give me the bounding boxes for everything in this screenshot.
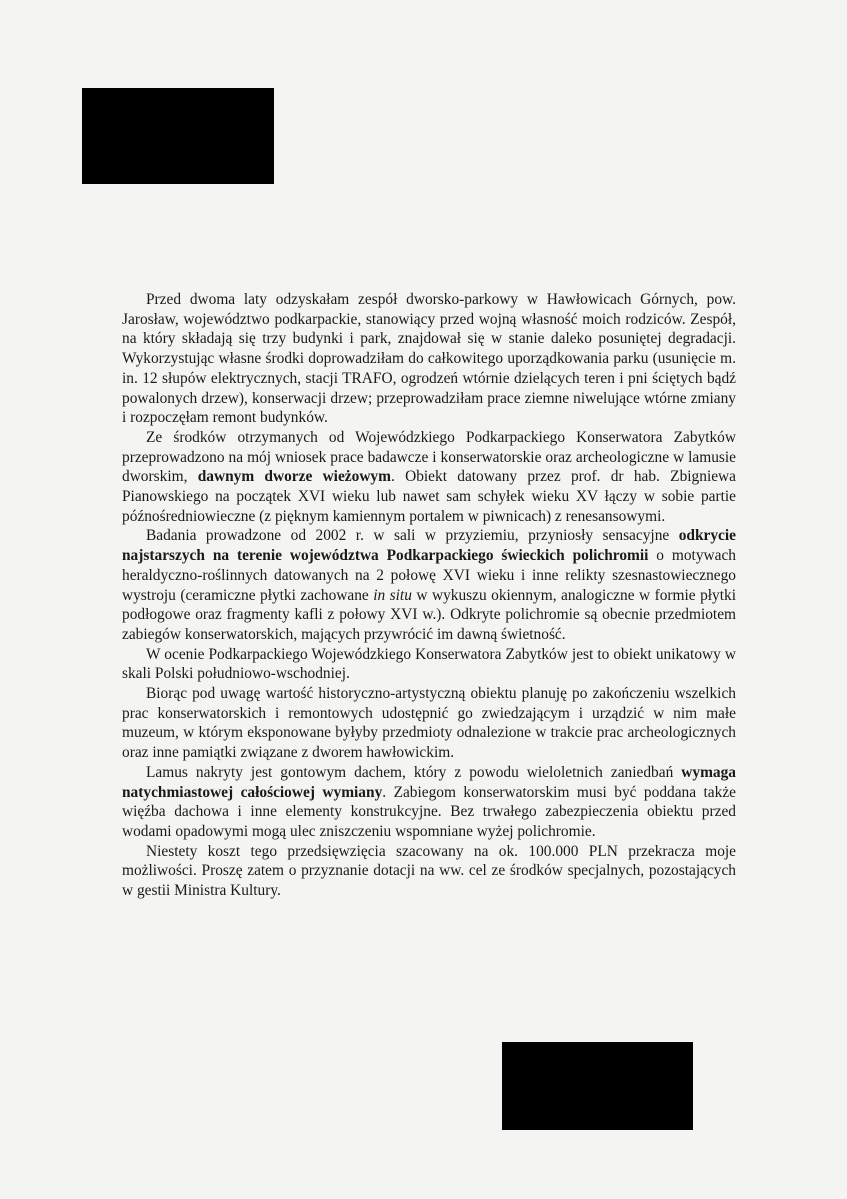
letter-body	[122, 290, 736, 901]
redacted-block-signature	[502, 1042, 693, 1130]
paragraph-text: . Zabiegom konserwatorskim musi być poddana także więźba dachowa i inne elementy konstrukcyjne. Bez trwałego zabezpieczenia obiektu przed wodami opadowymi mogą ulec zniszczeniu wspomniane wyżej polichromie.	[122, 783, 736, 840]
paragraph-text: Biorąc pod uwagę wartość historyczno-artystyczną obiektu planuję po zakończeniu wszelkich prac konserwatorskich i remontowych udostępnić go zwiedzającym i urządzić w nim małe muzeum, w którym eksponowane byłyby przedmioty odnalezione w trakcie prac archeologicznych oraz inne pamiątki związane z dworem hawłowickim.	[122, 685, 736, 762]
paragraph-text: Przed dwoma laty odzyskałam zespół dworsko-parkowy w Hawłowicach Górnych, pow. Jarosław, województwo podkarpackie, stanowiący przed wojną własność moich rodziców. Zespół, na który składają się trzy budynki i park, znajdował się w stanie daleko posuniętej degradacji. Wykorzystując własne środki doprowadziłam do całkowitego uporządkowania parku (usunięcie m. in. 12 słupów elektrycznych, stacji TRAFO, ogrodzeń wtórnie dzielących teren i pni ściętych bądź powalonych drzew), konserwacji drzew; przeprowadziłam prace ziemne niwelujące wtórne zmiany i rozpoczęłam remont budynków.	[122, 291, 736, 427]
paragraph-text: w wykuszu okiennym, analogiczne w formie płytki podłogowe oraz fragmenty kafli z połowy XVI w.). Odkryte polichromie są obecnie przedmiotem zabiegów konserwatorskich, mających przywrócić im dawną świetność.	[122, 586, 736, 643]
body-paragraph	[122, 842, 736, 901]
body-paragraph	[122, 526, 736, 644]
paragraph-text: . Obiekt datowany przez prof. dr hab. Zbigniewa Pianowskiego na początek XVI wieku lub nawet sam schyłek wieku XV łączy w sobie partie późnośredniowieczne (z pięknym kamiennym portalem w piwnicach) z renesansowymi.	[122, 468, 736, 525]
body-paragraph	[122, 763, 736, 842]
emphasis-text: odkrycie najstarszych na terenie województwa Podkarpackiego świeckich polichromii	[122, 527, 736, 565]
paragraph-text: W ocenie Podkarpackiego Wojewódzkiego Konserwatora Zabytków jest to obiekt unikatowy w skali Polski południowo-wschodniej.	[122, 645, 736, 683]
emphasis-text: dawnym dworze wieżowym	[197, 468, 391, 486]
paragraph-text: Badania prowadzone od 2002 r. w sali w przyziemiu, przyniosły sensacyjne	[146, 527, 679, 545]
body-paragraph	[122, 428, 736, 527]
body-paragraph	[122, 290, 736, 428]
paragraph-text: Niestety koszt tego przedsięwzięcia szacowany na ok. 100.000 PLN przekracza moje możliwości. Proszę zatem o przyznanie dotacji na ww. cel ze środków specjalnych, pozostających w gestii Ministra Kultury.	[122, 842, 736, 900]
body-paragraph	[122, 645, 736, 684]
body-paragraph	[122, 684, 736, 763]
italic-text: in situ	[373, 586, 412, 604]
paragraph-text: Ze środków otrzymanych od Wojewódzkiego Podkarpackiego Konserwatora Zabytków przeprowadzono na mój wniosek prace badawcze i konserwatorskie oraz archeologiczne w lamusie dworskim,	[122, 428, 736, 486]
paragraph-text: Lamus nakryty jest gontowym dachem, który z powodu wieloletnich zaniedbań	[146, 763, 682, 781]
emphasis-text: wymaga natychmiastowej całościowej wymiany	[122, 763, 736, 801]
redacted-block-header	[82, 88, 274, 184]
paragraph-text: o motywach heraldyczno-roślinnych datowanych na 2 połowę XVI wieku i inne relikty szesnastowiecznego wystroju (ceramiczne płytki zachowane	[122, 547, 736, 604]
